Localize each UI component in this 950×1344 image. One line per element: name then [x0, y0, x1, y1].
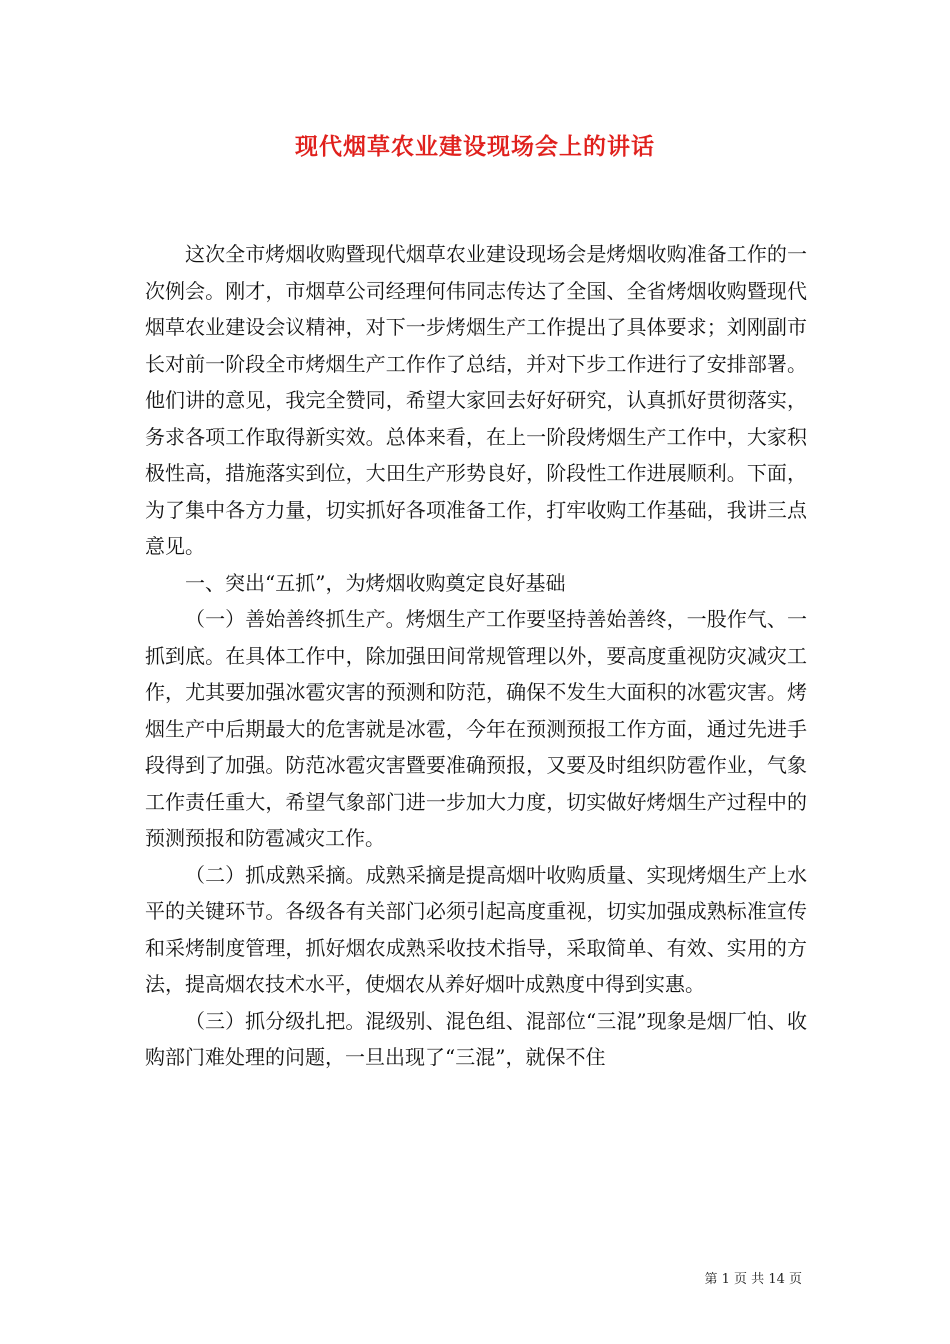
paragraph-item-3: （三）抓分级扎把。混级别、混色组、混部位“三混”现象是烟厂怕、收购部门难处理的问题，一旦出现了“三混”，就保不住 [145, 1008, 807, 1069]
paragraph-item-2: （二）抓成熟采摘。成熟采摘是提高烟叶收购质量、实现烤烟生产上水平的关键环节。各级各有关部门必须引起高度重视，切实加强成熟标准宣传和采烤制度管理，抓好烟农成熟采收技术指导，采取简单、有效、实用的方法，提高烟农技术水平，使烟农从养好烟叶成熟度中得到实惠。 [145, 862, 807, 996]
paragraph-intro: 这次全市烤烟收购暨现代烟草农业建设现场会是烤烟收购准备工作的一次例会。刚才，市烟草公司经理何伟同志传达了全国、全省烤烟收购暨现代烟草农业建设会议精神，对下一步烤烟生产工作提出了具体要求；刘刚副市长对前一阶段全市烤烟生产工作作了总结，并对下步工作进行了安排部署。他们讲的意见，我完全赞同，希望大家回去好好研究，认真抓好贯彻落实，务求各项工作取得新实效。总体来看，在上一阶段烤烟生产工作中，大家积极性高，措施落实到位，大田生产形势良好，阶段性工作进展顺利。下面，为了集中各方力量，切实抓好各项准备工作，打牢收购工作基础，我讲三点意见。 [145, 242, 807, 558]
page-title: 现代烟草农业建设现场会上的讲话 [295, 133, 655, 160]
section-heading-1: 一、突出“五抓”，为烤烟收购奠定良好基础 [185, 570, 566, 595]
page-number-footer: 第 1 页 共 14 页 [704, 1272, 802, 1287]
document-body [145, 236, 807, 1076]
paragraph-item-1: （一）善始善终抓生产。烤烟生产工作要坚持善始善终，一股作气、一抓到底。在具体工作中，除加强田间常规管理以外，要高度重视防灾减灾工作，尤其要加强冰雹灾害的预测和防范，确保不发生大面积的冰雹灾害。烤烟生产中后期最大的危害就是冰雹，今年在预测预报工作方面，通过先进手段得到了加强。防范冰雹灾害暨要准确预报，又要及时组织防雹作业，气象工作责任重大，希望气象部门进一步加大力度，切实做好烤烟生产过程中的预测预报和防雹减灾工作。 [145, 607, 807, 850]
